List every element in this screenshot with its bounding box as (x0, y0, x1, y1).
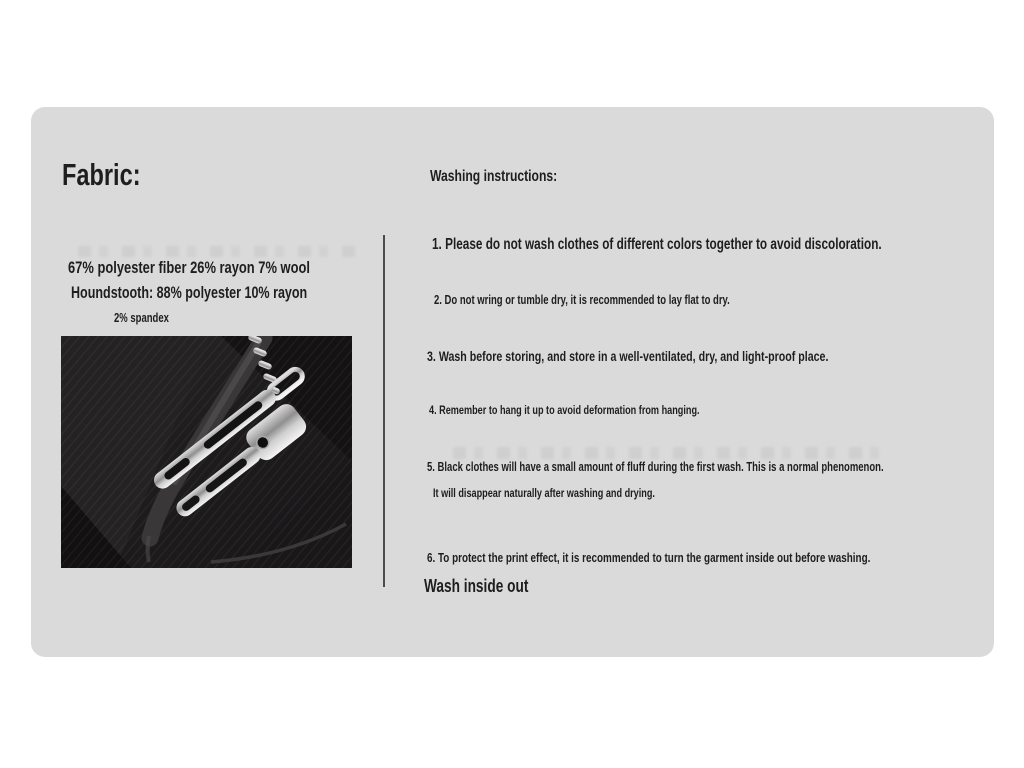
fabric-composition-line: 67% polyester fiber 26% rayon 7% wool (68, 258, 310, 277)
washing-instruction-2: 2. Do not wring or tumble dry, it is recommended to lay flat to dry. (434, 293, 730, 307)
faded-erased-text-artifact (78, 246, 360, 257)
washing-instruction-3: 3. Wash before storing, and store in a well-ventilated, dry, and light-proof place. (427, 348, 829, 364)
faded-erased-text-artifact (453, 447, 888, 459)
fabric-section-title: Fabric: (62, 157, 141, 192)
washing-instruction-6: 6. To protect the print effect, it is recommended to turn the garment inside out before washing. (427, 550, 871, 565)
fabric-composition-line: Houndstooth: 88% polyester 10% rayon (71, 284, 308, 302)
product-care-card (31, 107, 994, 657)
fabric-composition-line: 2% spandex (114, 311, 169, 325)
washing-section-title: Washing instructions: (430, 168, 558, 185)
fabric-zipper-photo (61, 336, 352, 568)
washing-instruction-5-note: It will disappear naturally after washing and drying. (433, 486, 655, 500)
vertical-divider (383, 235, 385, 587)
washing-instruction-5: 5. Black clothes will have a small amount of fluff during the first wash. This is a normal phenomenon. (427, 460, 884, 474)
wash-inside-out-label: Wash inside out (424, 576, 529, 596)
zipper-photo-illustration (61, 336, 352, 568)
washing-instruction-4: 4. Remember to hang it up to avoid deformation from hanging. (429, 403, 700, 417)
washing-instruction-1: 1. Please do not wash clothes of different colors together to avoid discoloration. (432, 236, 882, 253)
